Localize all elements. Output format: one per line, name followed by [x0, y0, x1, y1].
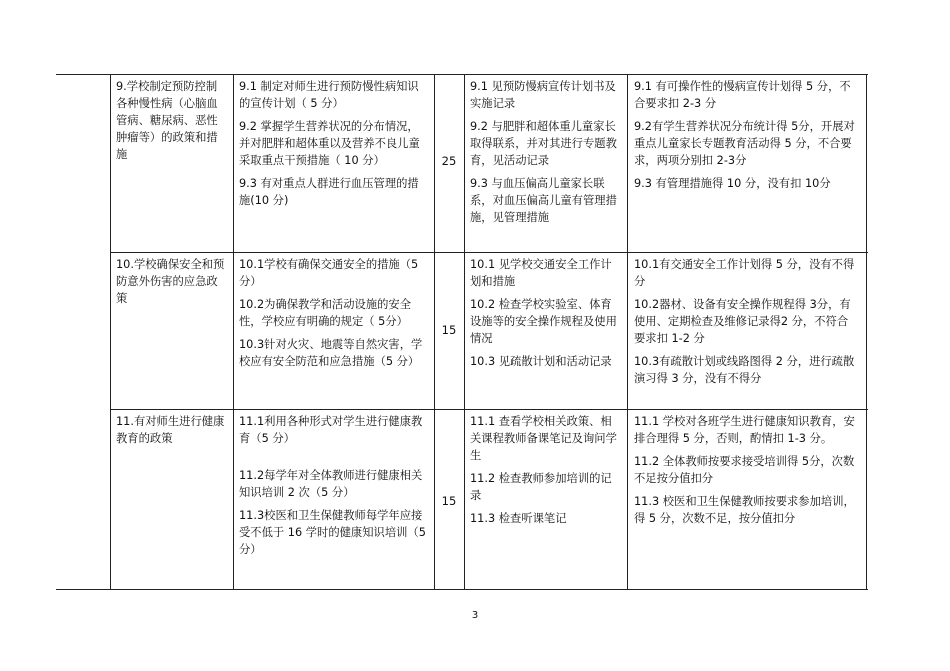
table-bottom-border: [56, 589, 868, 590]
row-10-score: 15: [441, 323, 457, 337]
item-text: 9.学校制定预防控制各种慢性病（心脑血管病、糖尿病、恶性肿瘤等）的政策和措施: [116, 80, 218, 161]
row-9-standard: [634, 78, 858, 198]
method-item: 9.2 与肥胖和超体重儿童家长取得联系，并对其进行专题教育，见活动记录: [470, 120, 617, 167]
content-item: 10.2为确保教学和活动设施的安全性，学校应有明确的规定（ 5分）: [239, 298, 412, 328]
column-divider: [233, 74, 234, 589]
column-divider: [464, 74, 465, 589]
row-9-score: 25: [441, 154, 457, 168]
content-item: 9.3 有对重点人群进行血压管理的措施(10 分): [239, 177, 419, 207]
row-10-method: [470, 256, 622, 376]
standard-item: 9.3 有管理措施得 10 分，没有扣 10分: [634, 177, 831, 190]
column-divider: [110, 74, 111, 589]
content-item: 11.3校医和卫生保健教师每学年应接受不低于 16 学时的健康知识培训（5 分）: [239, 509, 426, 556]
standard-item: 11.3 校医和卫生保健教师按要求参加培训，得 5 分，次数不足，按分值扣分: [634, 495, 855, 525]
standard-item: 11.2 全体教师按要求接受培训得 5分，次数不足按分值扣分: [634, 455, 855, 485]
row-divider: [110, 252, 868, 253]
content-item: 9.1 制定对师生进行预防慢性病知识的宣传计划（ 5 分）: [239, 80, 419, 110]
standard-item: 9.1 有可操作性的慢病宣传计划得 5 分，不合要求扣 2-3 分: [634, 80, 851, 110]
row-11-content: [239, 413, 429, 564]
method-item: 11.1 查看学校相关政策、相关课程教师备课笔记及询问学生: [470, 415, 617, 462]
content-item: 10.1学校有确保交通安全的措施（5 分）: [239, 258, 419, 288]
method-item: 10.2 检查学校实验室、体育设施等的安全操作规程及使用情况: [470, 298, 617, 345]
method-item: 10.3 见疏散计划和活动记录: [470, 355, 612, 368]
content-item: 9.2 掌握学生营养状况的分布情况，并对肥胖和超体重以及营养不良儿童采取重点干预措施（ 10 分）: [239, 120, 420, 167]
row-11-method: [470, 413, 622, 533]
content-item: 11.1利用各种形式对学生进行健康教育（5 分）: [239, 415, 423, 445]
row-10-standard: [634, 256, 858, 393]
method-item: 11.3 检查听课笔记: [470, 512, 567, 525]
page-number: 3: [471, 610, 479, 621]
item-text: 11.有对师生进行健康教育的政策: [116, 415, 225, 445]
row-10-content: [239, 256, 429, 376]
method-item: 10.1 见学校交通安全工作计划和措施: [470, 258, 612, 288]
content-item: 11.2每学年对全体教师进行健康相关知识培训 2 次（5 分）: [239, 469, 423, 499]
standard-item: 11.1 学校对各班学生进行健康知识教育，安排合理得 5 分，否则，酌情扣 1-3 分。: [634, 415, 855, 445]
method-item: 9.3 与血压偏高儿童家长联系，对血压偏高儿童有管理措施，见管理措施: [470, 177, 617, 224]
row-9-method: [470, 78, 622, 232]
row-divider: [110, 409, 868, 410]
row-11-score: 15: [441, 494, 457, 508]
standard-item: 10.3有疏散计划或线路图得 2 分，进行疏散演习得 3 分，没有不得分: [634, 355, 855, 385]
row-9-item: [116, 78, 228, 169]
row-11-standard: [634, 413, 858, 533]
standard-item: 10.2器材、设备有安全操作规程得 3分，有使用、定期检查及维修记录得2 分，不符合要求扣 1-2 分: [634, 298, 851, 345]
standard-item: 9.2有学生营养状况分布统计得 5分，开展对重点儿童家长专题教育活动得 5 分，不合要求，两项分别扣 2-3分: [634, 120, 855, 167]
row-11-item: [116, 413, 228, 453]
column-divider: [866, 74, 867, 589]
item-text: 10.学校确保安全和预防意外伤害的应急政策: [116, 258, 225, 305]
row-10-item: [116, 256, 228, 313]
method-item: 11.2 检查教师参加培训的记录: [470, 472, 612, 502]
method-item: 9.1 见预防慢病宣传计划书及实施记录: [470, 80, 616, 110]
standard-item: 10.1有交通安全工作计划得 5 分，没有不得分: [634, 258, 855, 288]
row-9-content: [239, 78, 429, 215]
content-item: 10.3针对火灾、地震等自然灾害，学校应有安全防范和应急措施（5 分）: [239, 338, 423, 368]
column-divider: [627, 74, 628, 589]
table-top-border: [56, 74, 868, 75]
